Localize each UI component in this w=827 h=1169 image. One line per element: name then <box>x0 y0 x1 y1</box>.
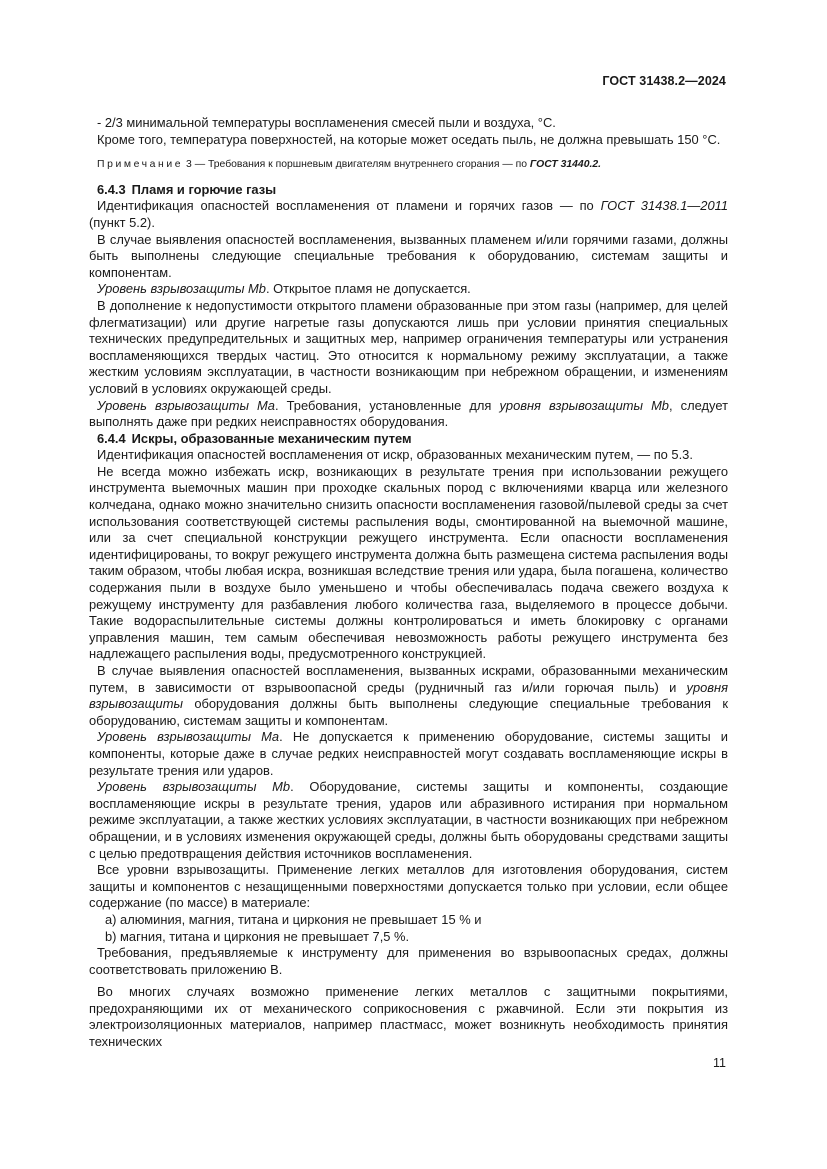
section-title: Пламя и горючие газы <box>131 181 277 197</box>
protection-level: Уровень взрывозащиты Ma <box>97 729 280 745</box>
paragraph: Кроме того, температура поверхностей, на которые может оседать пыль, не должна превышать 150 °C. <box>97 131 721 147</box>
standard-reference: ГОСТ 31438.1—2011 <box>600 198 728 214</box>
protection-level: уровня взрывозащиты Mb <box>499 397 669 413</box>
section-title: Искры, образованные механическим путем <box>131 430 412 446</box>
section-number: 6.4.3 <box>97 181 126 197</box>
page-number: 11 <box>713 1056 726 1070</box>
paragraph: Уровень взрывозащиты Mb. Оборудование, системы защиты и компоненты, создающие воспламеняющие искры в результате трения, ударов или абразивного истирания при нормальном режиме эксплуатации, а также жестких условиях эксплуатации, в частности возникающих при небрежном обращении, и в условиях изменения окружающей среды, должны быть оборудованы средствами защиты с целью предотвращения действия источников воспламенения. <box>89 779 728 861</box>
document-header: ГОСТ 31438.2—2024 <box>602 74 726 88</box>
paragraph: Не всегда можно избежать искр, возникающих в результате трения при использовании режущего инструмента выемочных машин при проходке скальных пород с включениями кварца или железного колчедана, однако можно значительно снизить опасности воспламенения газовой/пылевой среды за счет использования соответствующей системы распыления воды, смонтированной на выемочной машине, или за счет специальной конструкции режущего инструмента. Если опасности воспламенения идентифицированы, то вокруг режущего инструмента должна быть размещена система распыления воды таким образом, чтобы любая искра, возникшая вследствие трения или удара, была погашена, количество содержания пыли в воздухе было уменьшено и чтобы обеспечивалась подача свежего воздуха к режущему инструменту для разбавления любого количества газа, выделяемого в процессе добычи. Такие водораспылительные системы должны контролироваться и иметь блокировку с органами управления машин, тем самым обеспечивая невозможность работы режущего инструмента без надлежащего распыления воды, предусмотренного конструкцией. <box>89 463 728 662</box>
note-reference: ГОСТ 31440.2. <box>529 159 602 171</box>
section-heading <box>89 182 728 199</box>
list-item: - 2/3 минимальной температуры воспламенения смесей пыли и воздуха, °C. <box>97 115 556 130</box>
protection-level: уровня взрывозащиты <box>89 679 728 712</box>
page-body <box>89 115 728 1051</box>
paragraph: Уровень взрывозащиты Ma. Требования, установленные для уровня взрывозащиты Mb, следует выполнять даже при редких неисправностях оборудования. <box>89 397 728 430</box>
list-item: a) алюминия, магния, титана и циркония не превышает 15 % и <box>105 911 482 927</box>
note-label: Примечание <box>97 159 184 171</box>
section-number: 6.4.4 <box>97 430 126 446</box>
paragraph: В дополнение к недопустимости открытого пламени образованные при этом газы (например, для целей флегматизации) или другие нагретые газы допускаются лишь при условии принятия специальных технических предупредительных и защитных мер, например ограничения температуры или устранения воспламеняющихся твердых частиц. Это относится к нормальному режиму эксплуатации, а также жестким условиям эксплуатации, в частности возникающим при небрежном обращении, и изменениям условий в условиях окружающей среды. <box>89 297 728 396</box>
section-heading <box>89 431 728 448</box>
paragraph: Все уровни взрывозащиты. Применение легких металлов для изготовления оборудования, систем защиты и компонентов с незащищенными поверхностями допускается только при условии, если общее содержание (по массе) в материале: <box>89 862 728 911</box>
note-text: 3 — Требования к поршневым двигателям внутреннего сгорания — по <box>183 159 530 171</box>
list-item: b) магния, титана и циркония не превышает 7,5 %. <box>105 928 410 944</box>
protection-level: Уровень взрывозащиты Ma <box>97 397 275 413</box>
paragraph: Идентификация опасностей воспламенения от искр, образованных механическим путем, — по 5.3. <box>97 447 693 463</box>
paragraph: Уровень взрывозащиты Ma. Не допускается к применению оборудование, системы защиты и компоненты, которые даже в случае редких неисправностей могут создавать воспламеняющие искры в результате трения или ударов. <box>89 729 728 778</box>
paragraph: В случае выявления опасностей воспламенения, вызванных искрами, образованными механическим путем, в зависимости от взрывоопасной среды (рудничный газ и/или горючая пыль) и уровня взрывозащиты оборудования должны быть выполнены следующие специальные требования к оборудованию, системам защиты и компонентам. <box>89 663 728 728</box>
note <box>89 157 728 174</box>
paragraph: Уровень взрывозащиты Mb. Открытое пламя не допускается. <box>97 281 471 297</box>
protection-level: Уровень взрывозащиты Mb <box>97 779 291 795</box>
paragraph: Во многих случаях возможно применение легких металлов с защитными покрытиями, предохраняющими их от механического соприкосновения с ржавчиной. Если эти покрытия из электроизоляционных материалов, например пластмасс, может возникнуть необходимость принятия технических <box>89 984 728 1050</box>
paragraph: Идентификация опасностей воспламенения от пламени и горячих газов — по ГОСТ 31438.1—2011 (пункт 5.2). <box>89 198 728 230</box>
paragraph: В случае выявления опасностей воспламенения, вызванных пламенем и/или горячими газами, должны быть выполнены следующие специальные требования к оборудованию, системам защиты и компонентам. <box>89 231 728 280</box>
protection-level: Уровень взрывозащиты Mb <box>97 281 266 297</box>
paragraph: Требования, предъявляемые к инструменту для применения во взрывоопасных средах, должны соответствовать приложению В. <box>89 945 728 977</box>
